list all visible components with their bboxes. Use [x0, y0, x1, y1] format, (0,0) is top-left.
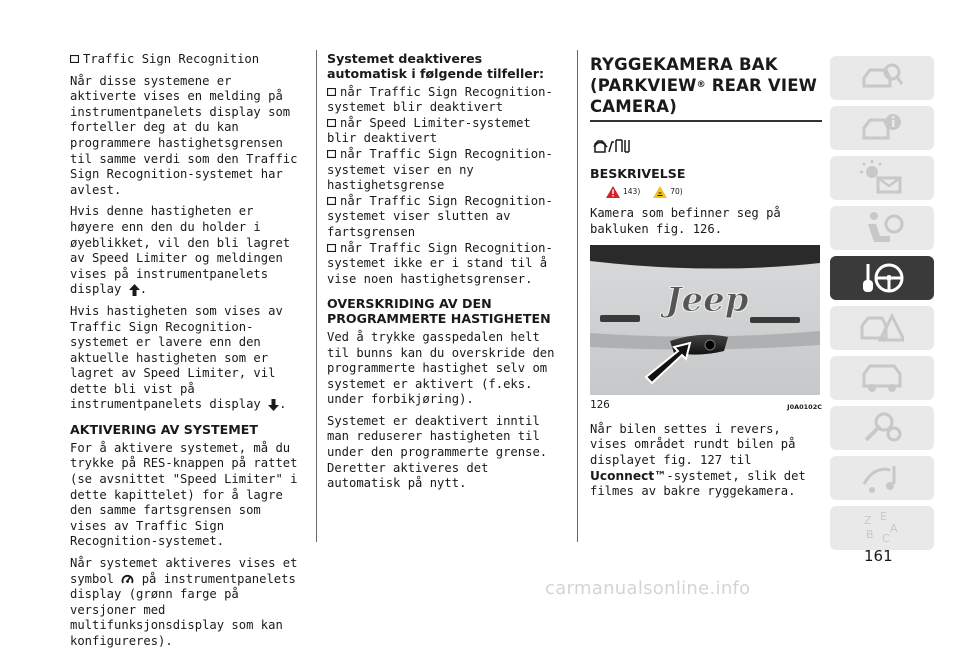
checkbox-bullet-icon	[327, 244, 336, 252]
light-envelope-icon	[860, 160, 904, 196]
column-middle	[327, 52, 557, 498]
car-info-icon	[860, 110, 904, 146]
chapter-tab-driving-active[interactable]	[830, 256, 934, 300]
chapter-title: RYGGEKAMERA BAK (PARKVIEW® REAR VIEW CAMERA)	[590, 55, 818, 116]
paragraph: Kamera som befinner seg på bakluken fig. 126.	[590, 205, 781, 236]
seat-airbag-icon	[860, 210, 904, 246]
warning-ref[interactable]: 143)	[623, 187, 641, 197]
section-heading: BESKRIVELSE	[590, 165, 686, 181]
svg-text:Z: Z	[864, 514, 872, 527]
car-search-icon	[860, 60, 904, 96]
chapter-tab-multimedia[interactable]	[830, 456, 934, 500]
alphabet-index-icon	[860, 510, 904, 546]
section-heading: AKTIVERING AV SYSTEMET	[70, 422, 258, 438]
paragraph: Systemet er deaktivert inntil man reduserer hastigheten til under den programmerte grense. Deretter aktiveres det automatisk på nytt.	[327, 413, 548, 491]
figure-caption	[590, 397, 822, 416]
list-item-text: når Traffic Sign Recognition-systemet blir deaktivert	[327, 84, 553, 115]
warning-triangle-yellow-icon	[653, 186, 667, 198]
list-item-text: når Traffic Sign Recognition-systemet ikke er i stand til å vise noen hastighetsgrenser.	[327, 240, 553, 286]
list-item	[327, 241, 557, 288]
list-item-text: når Traffic Sign Recognition-systemet viser en ny hastighetsgrense	[327, 146, 553, 193]
list-item-text: når Speed Limiter-systemet blir deaktivert	[327, 115, 531, 146]
figure-number: 126	[590, 398, 610, 412]
paragraph: Hvis hastigheten som vises av Traffic Sign Recognition-systemet er lavere enn den aktuelle hastigheten som er lagret av Speed Limiter, vil dette bli vist på instrumentpanelets display	[70, 303, 283, 412]
column-divider	[316, 50, 317, 542]
paragraph: Hvis denne hastigheten er høyere enn den du holder i øyeblikket, vil den bli lagret av Speed Limiter og meldingen vises på instrumentpanelets display	[70, 204, 291, 297]
checkbox-bullet-icon	[70, 55, 79, 63]
paragraph: Når disse systemene er aktiverte vises en melding på instrumentpanelets display som forteller deg at du kan programmere hastighetsgrensen til samme verdi som den Traffic Sign Recognition-systemet har avlest.	[70, 73, 298, 197]
car-warning-icon	[860, 310, 904, 346]
column-left: Traffic Sign Recognition Når disse systemene er aktiverte vises en melding på instrumentpanelets display som forteller deg at du kan programmere hastighetsgrensen til samme verdi som den Traffic Sign Recognition-systemet har avlest. Hvis denne hastigheten er høyere enn den du holder i øyeblikket, vil den bli lagret av Speed Limiter og meldingen vises på instrumentpanelets display . Hvis hastigheten som vises av Traffic Sign Recognition-systemet er lavere enn den aktuelle hastigheten som er lagret av Speed Limiter, vil dette bli vist på instrumentpanelets display . AKTIVERING AV SYSTEMET For å aktivere systemet, må du trykke på RES-knappen på rattet (se avsnittet "Speed Limiter" i dette kapittelet) for å lagre den samme fartsgrensen som vises av Traffic Sign Recognition-systemet. Når systemet aktiveres vises et symbol på instrumentpanelets display (grønn farge på versjoner med multifunksjonsdisplay som kan konfigureres).	[70, 52, 300, 656]
checkbox-bullet-icon	[327, 88, 336, 96]
chapter-tab-info[interactable]	[830, 106, 934, 150]
chapter-tab-index[interactable]	[830, 506, 934, 550]
checkbox-bullet-icon	[327, 119, 336, 127]
paragraph: på instrumentpanelets display (grønn farge på versjoner med multifunksjonsdisplay som kan konfigureres).	[70, 571, 296, 648]
bullet-list	[327, 85, 557, 288]
list-item	[327, 147, 557, 194]
chapter-tab-technical-data[interactable]	[830, 406, 934, 450]
list-item	[327, 116, 557, 147]
chapter-tab-maintenance[interactable]	[830, 356, 934, 400]
list-item	[327, 85, 557, 116]
title-rule	[590, 120, 822, 122]
page-number: 161	[864, 547, 893, 565]
checkbox-bullet-icon	[327, 150, 336, 158]
warning-references	[606, 184, 822, 200]
key-steering-wheel-icon	[860, 260, 904, 296]
speedometer-icon	[121, 573, 134, 586]
warning-triangle-red-icon	[606, 186, 620, 198]
uconnect-brand: Uconnect™	[590, 468, 667, 483]
paragraph: Når systemet aktiveres vises et symbol	[70, 556, 298, 586]
chapter-tab-safety[interactable]	[830, 206, 934, 250]
arrow-up-icon	[129, 284, 140, 296]
rear-camera-icon	[592, 134, 636, 156]
section-heading: Systemet deaktiveres automatisk i følgende tilfeller:	[327, 51, 545, 81]
list-item	[327, 194, 557, 241]
chapter-tab-dashboard[interactable]	[830, 56, 934, 100]
list-item-text: når Traffic Sign Recognition-systemet viser slutten av fartsgrensen	[327, 193, 553, 239]
svg-text:A: A	[890, 522, 898, 535]
figure-code: J0A0102C	[787, 403, 822, 412]
watermark: carmanualsonline.info	[545, 578, 751, 599]
paragraph: -systemet, slik det filmes av bakre ryggekamera.	[590, 468, 806, 499]
svg-text:B: B	[866, 528, 874, 541]
paragraph: Ved å trykke gasspedalen helt til bunns kan du overskride den programmerte hastighet selv om systemet er aktivert (f.eks. under forbikjøring).	[327, 329, 555, 407]
caution-ref[interactable]: 70)	[670, 187, 683, 197]
chapter-tab-emergency[interactable]	[830, 306, 934, 350]
svg-text:C: C	[882, 532, 890, 545]
section-heading: OVERSKRIDING AV DEN PROGRAMMERTE HASTIGHETEN	[327, 296, 551, 327]
column-right	[590, 52, 822, 506]
music-note-icon	[860, 460, 904, 496]
arrow-down-icon	[268, 399, 279, 411]
item-title: Traffic Sign Recognition	[83, 52, 260, 66]
paragraph: Når bilen settes i revers, vises området rundt bilen på displayet fig. 127 til	[590, 421, 796, 467]
wrench-gauge-icon	[860, 410, 904, 446]
paragraph: For å aktivere systemet, må du trykke på RES-knappen på rattet (se avsnittet "Speed Limiter" i dette kapittelet) for å lagre den samme fartsgrensen som vises av Traffic Sign Recognition-systemet.	[70, 440, 298, 549]
tailgate-camera-photo	[590, 245, 820, 395]
column-divider	[577, 50, 578, 542]
car-service-icon	[860, 360, 904, 396]
chapter-tab-lights-messages[interactable]	[830, 156, 934, 200]
checkbox-bullet-icon	[327, 197, 336, 205]
jeep-logo: Jeep	[665, 280, 749, 321]
svg-text:E: E	[880, 510, 887, 523]
